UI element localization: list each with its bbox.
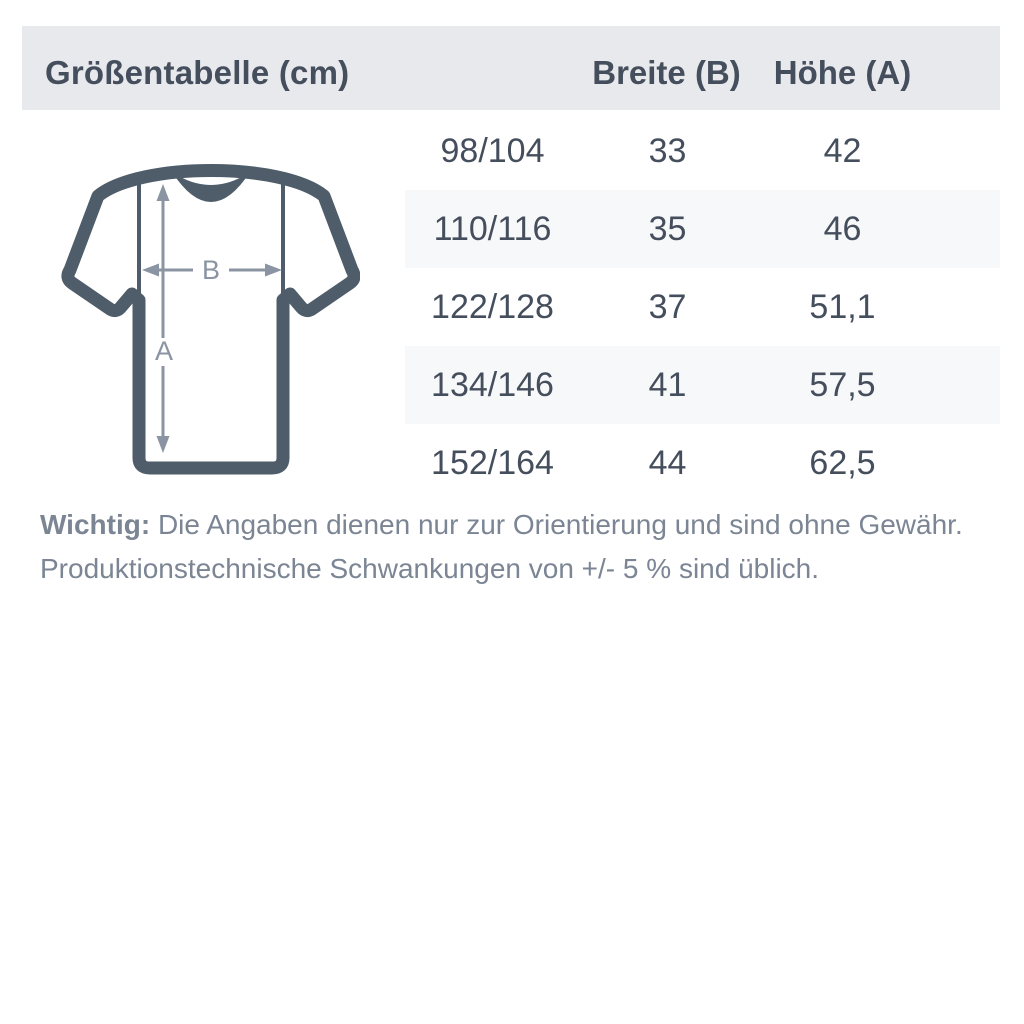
- tshirt-diagram-icon: [60, 148, 360, 478]
- disclaimer-note: [40, 503, 970, 591]
- hoehe-cell: 42: [823, 131, 862, 170]
- breite-cell: 41: [648, 365, 687, 404]
- table-row: [405, 424, 1000, 502]
- tshirt-outline: [68, 171, 354, 469]
- size-cell: 134/146: [431, 365, 554, 404]
- breite-cell: 37: [648, 287, 687, 326]
- hoehe-cell: 62,5: [809, 443, 876, 482]
- column-header-hoehe: Höhe (A): [773, 54, 912, 91]
- table-row: [405, 346, 1000, 424]
- table-row: [405, 268, 1000, 346]
- size-cell: 98/104: [440, 131, 545, 170]
- size-cell: 152/164: [431, 443, 554, 482]
- table-row: [405, 190, 1000, 268]
- breite-cell: 35: [648, 209, 687, 248]
- size-cell: 110/116: [433, 209, 552, 248]
- column-header-breite: Breite (B): [592, 54, 741, 91]
- size-table: [405, 112, 1000, 502]
- hoehe-cell: 46: [823, 209, 862, 248]
- note-line-1: [40, 503, 970, 547]
- table-header-bar: [22, 26, 1000, 110]
- note-line-2: Produktionstechnische Schwankungen von +/- 5 % sind üblich.: [40, 553, 820, 584]
- table-row: [405, 112, 1000, 190]
- hoehe-cell: 51,1: [809, 287, 876, 326]
- note-important-label: Wichtig:: [40, 509, 151, 540]
- size-cell: 122/128: [431, 287, 554, 326]
- dimension-label-a: A: [154, 336, 174, 366]
- chart-title: Größentabelle (cm): [45, 54, 350, 91]
- breite-cell: 44: [648, 443, 687, 482]
- hoehe-cell: 57,5: [809, 365, 876, 404]
- note-line1-text: Die Angaben dienen nur zur Orientierung und sind ohne Gewähr.: [150, 509, 963, 540]
- breite-cell: 33: [648, 131, 687, 170]
- dimension-label-b: B: [201, 255, 221, 285]
